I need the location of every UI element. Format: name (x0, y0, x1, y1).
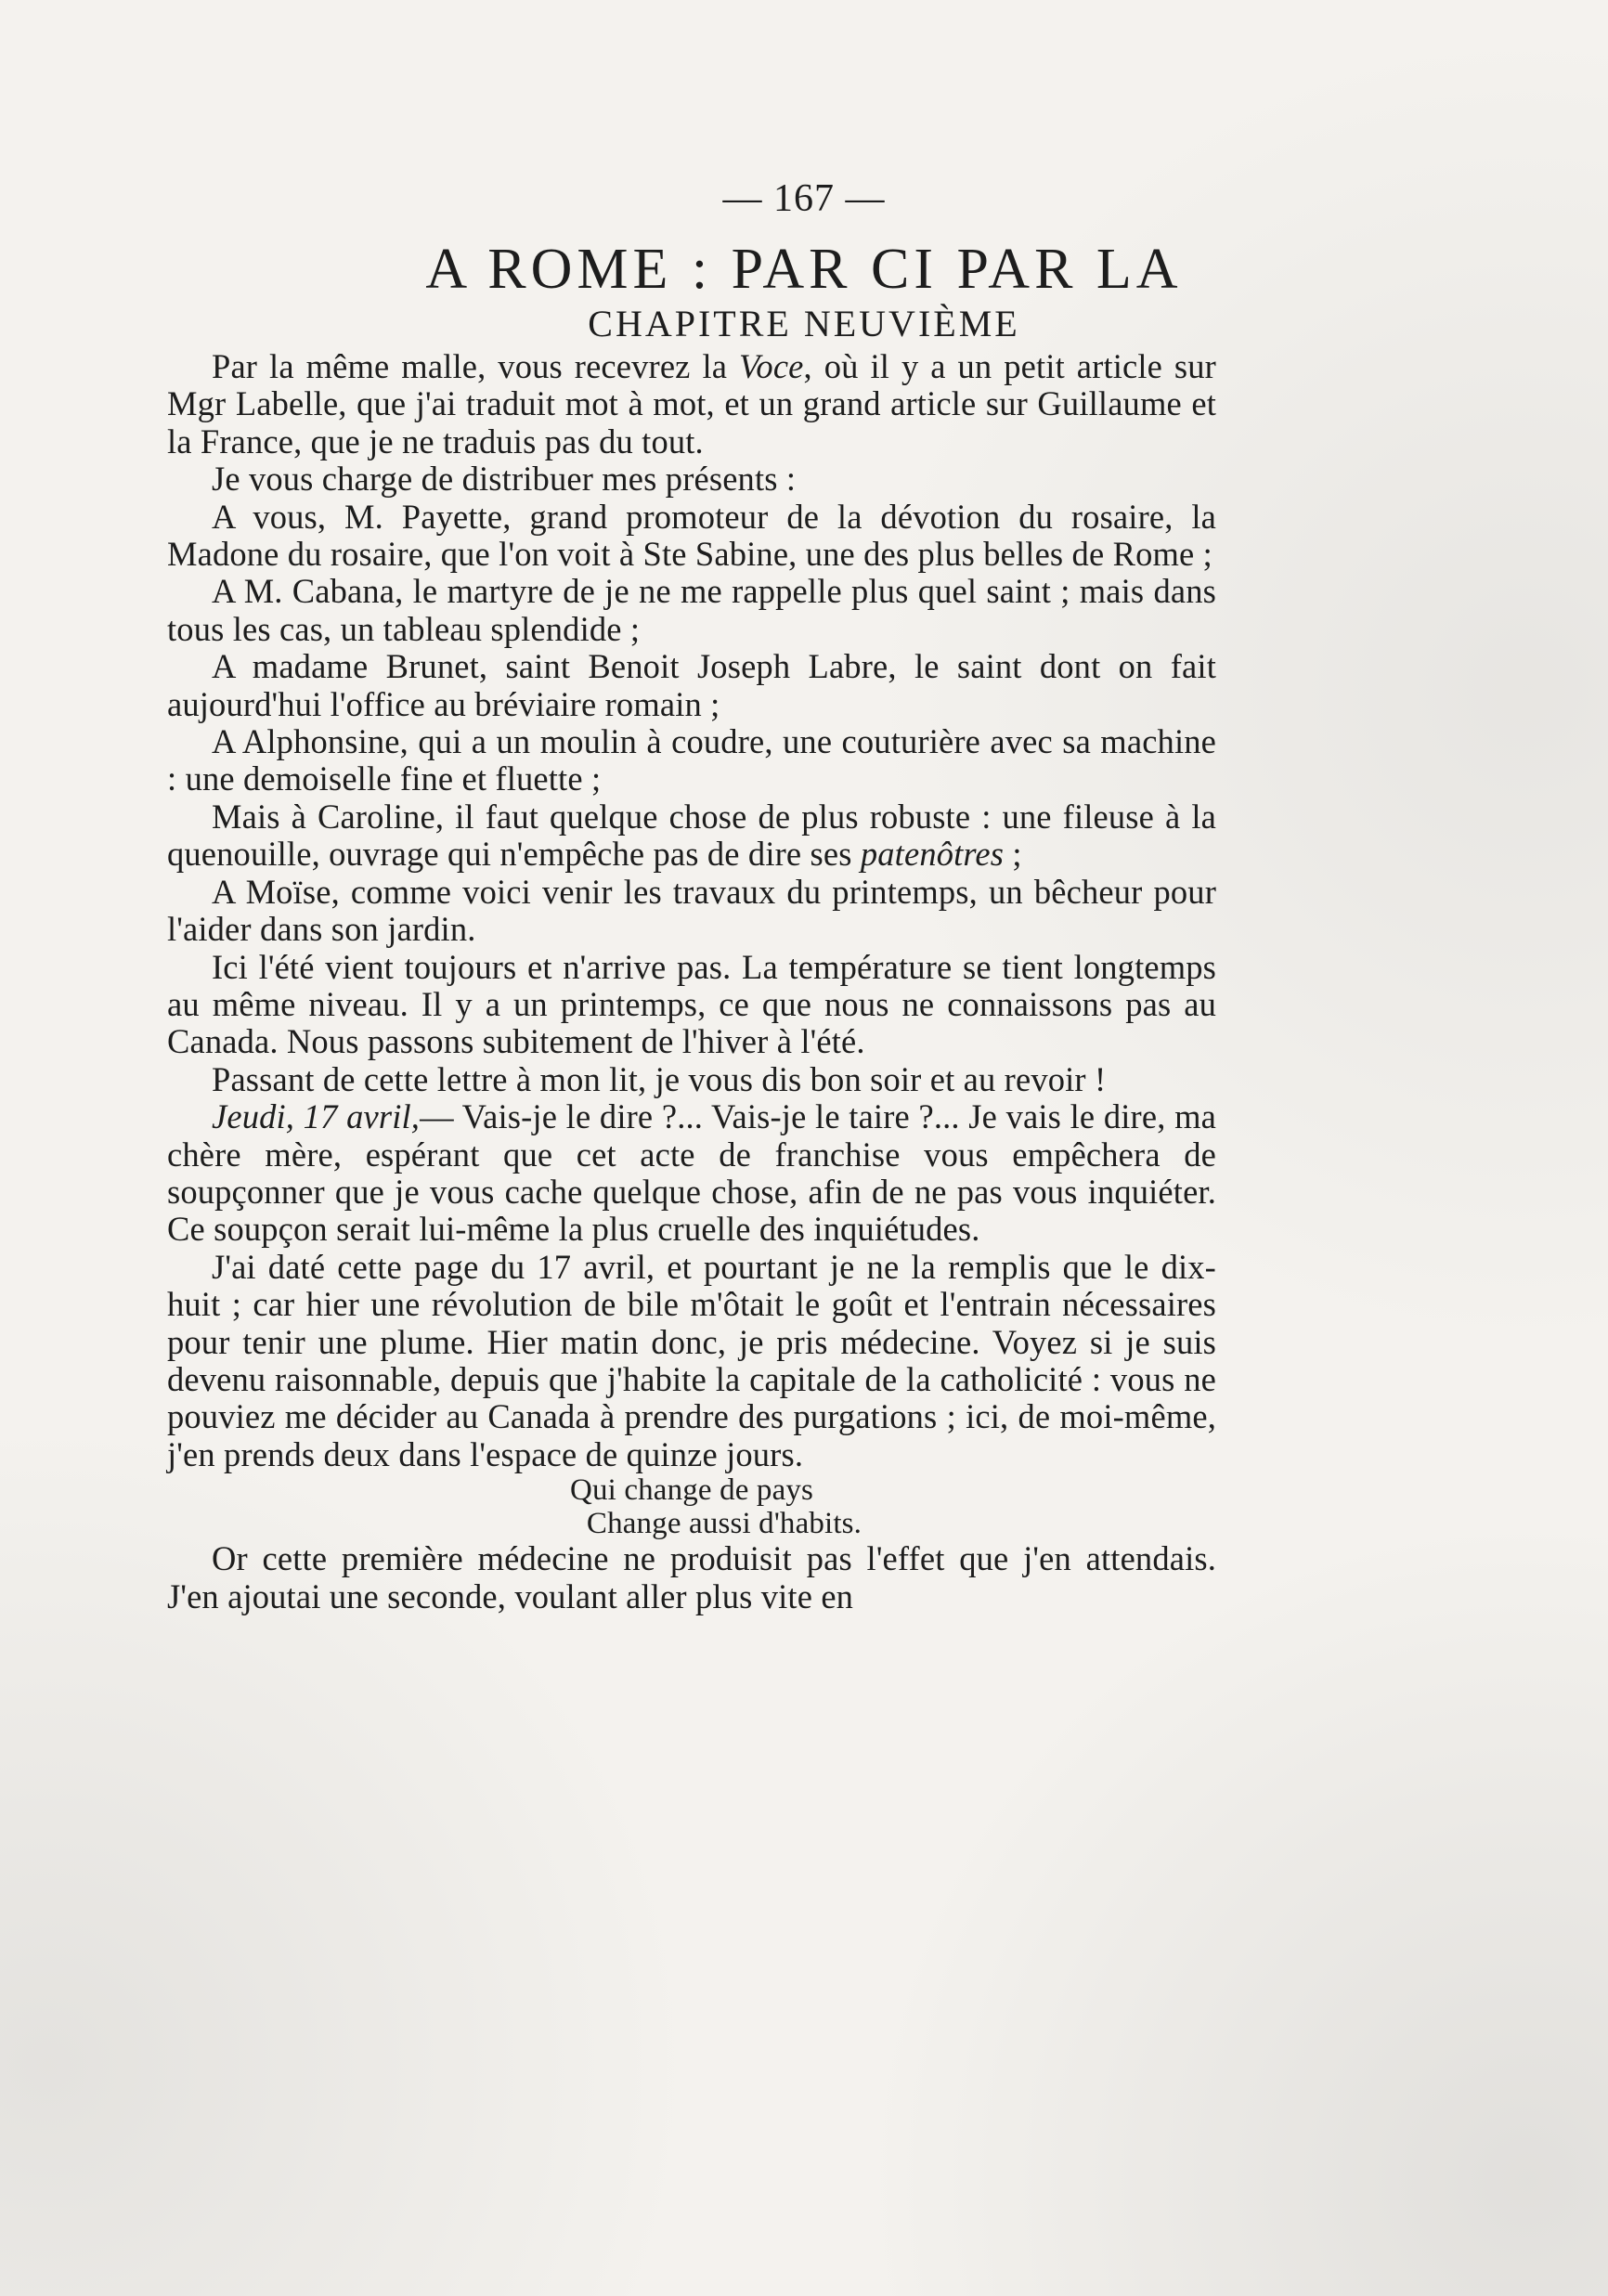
paragraph: Ici l'été vient toujours et n'arrive pas. La température se tient longtemps au même niveau. Il y a un printemps, ce que nous ne connaissons pas au Canada. Nous passons subitement de l'hiver à l'été. (167, 947, 1216, 1061)
page-number: — 167 — (722, 177, 886, 220)
paragraph: Par la même malle, vous recevrez la Voce, où il y a un petit article sur Mgr Labelle, que j'ai traduit mot à mot, et un grand article sur Guillaume et la France, que je ne traduis pas du tout. (167, 347, 1216, 460)
paragraph: J'ai daté cette page du 17 avril, et pourtant je ne la remplis que le dix-huit ; car hier une révolution de bile m'ôtait le goût et l'entrain nécessaires pour tenir une plume. Hier matin donc, je pris médecine. Voyez si je suis devenu raisonnable, depuis que j'habite la capitale de la catholicité : vous ne pouviez me décider au Canada à prendre des purgations ; ici, de moi-même, j'en prends deux dans l'espace de quinze jours. (167, 1247, 1216, 1473)
paragraph: A Moïse, comme voici venir les travaux du printemps, un bêcheur pour l'aider dans son jardin. (167, 872, 1216, 949)
chapter-heading: CHAPITRE NEUVIÈME (588, 303, 1020, 344)
paragraph: Jeudi, 17 avril,— Vais-je le dire ?... Vais-je le taire ?... Je vais le dire, ma chère mère, espérant que cet acte de franchise vous empêchera de soupçonner que je vous cache quelque chose, afin de ne pas vous inquiéter. Ce soupçon serait lui-même la plus cruelle des inquiétudes. (167, 1097, 1216, 1249)
paragraph: Je vous charge de distribuer mes présents : (212, 460, 797, 499)
paragraph: Passant de cette lettre à mon lit, je vous dis bon soir et au revoir ! (212, 1059, 1107, 1098)
paragraph: A M. Cabana, le martyre de je ne me rappelle plus quel saint ; mais dans tous les cas, un tableau splendide ; (167, 572, 1216, 648)
paragraph: A madame Brunet, saint Benoit Joseph Labre, le saint dont on fait aujourd'hui l'office au bréviaire romain ; (167, 647, 1216, 723)
verse-line: Qui change de pays (569, 1473, 814, 1508)
paragraph: Mais à Caroline, il faut quelque chose de plus robuste : une fileuse à la quenouille, ouvrage qui n'empêche pas de dire ses patenôtres ; (167, 797, 1216, 874)
verse-line: Change aussi d'habits. (586, 1507, 862, 1541)
paragraph: Or cette première médecine ne produisit pas l'effet que j'en attendais. J'en ajoutai une seconde, voulant aller plus vite en (167, 1539, 1216, 1615)
chapter-title: A ROME : PAR CI PAR LA (425, 238, 1183, 301)
body-text (167, 348, 1216, 1615)
paragraph: A vous, M. Payette, grand promoteur de la dévotion du rosaire, la Madone du rosaire, que l'on voit à Ste Sabine, une des plus belles de Rome ; (167, 497, 1216, 574)
verse-quote (167, 1473, 1216, 1540)
paragraph: A Alphonsine, qui a un moulin à coudre, une couturière avec sa machine : une demoiselle fine et fluette ; (167, 722, 1216, 798)
